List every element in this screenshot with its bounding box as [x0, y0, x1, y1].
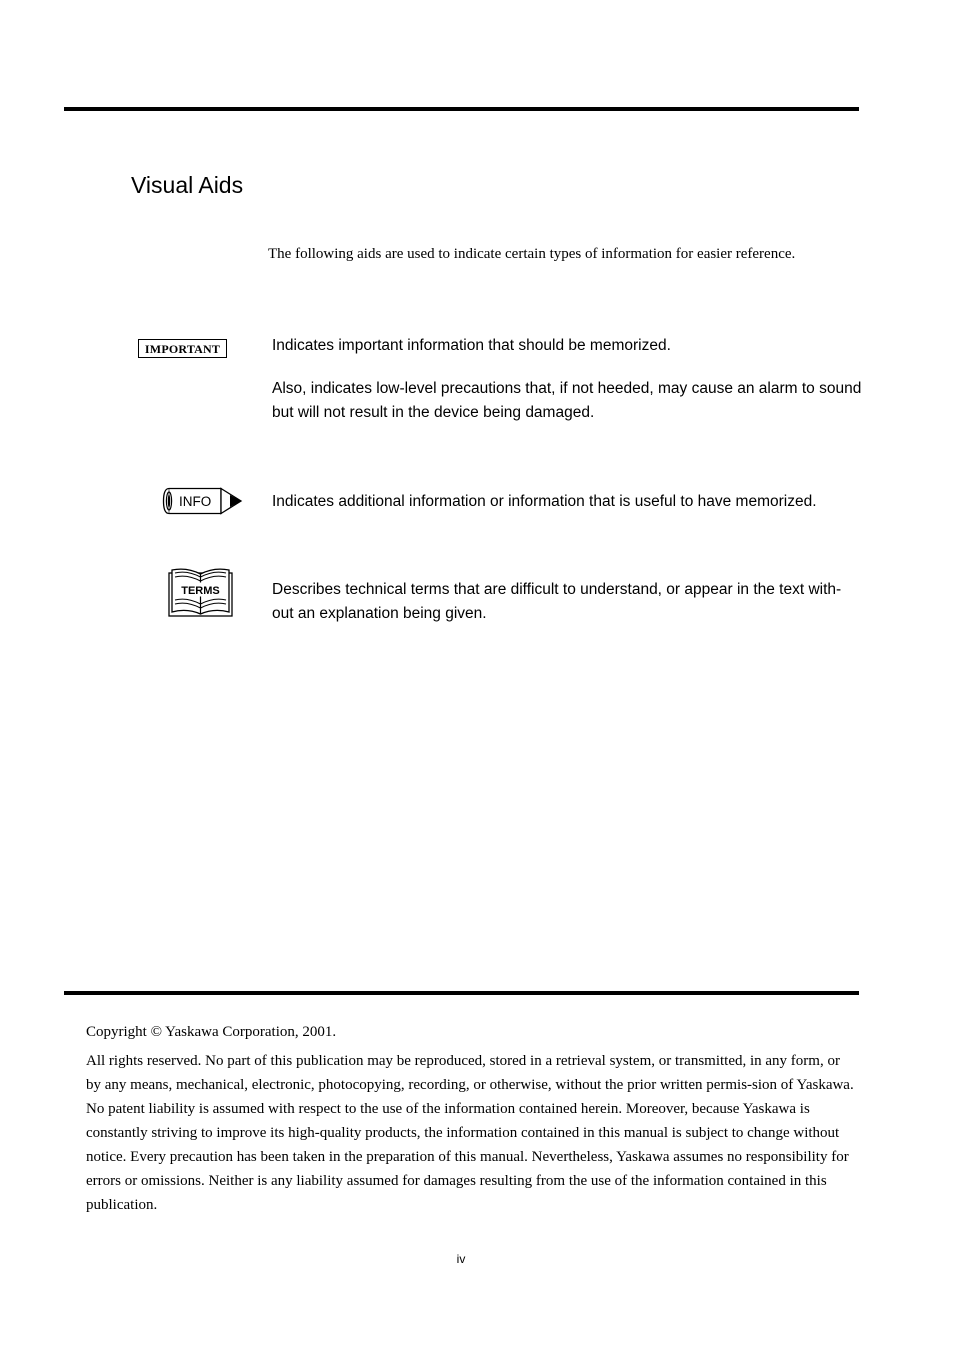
info-text: Indicates additional information or information that is useful to have memorized.: [272, 493, 817, 510]
top-rule: [64, 107, 859, 111]
info-arrow-icon: [162, 487, 244, 520]
terms-description: [272, 578, 862, 626]
info-description: [272, 490, 862, 514]
copyright-line: Copyright © Yaskawa Corporation, 2001.: [86, 1024, 337, 1040]
open-book-icon: [168, 568, 234, 623]
copyright-block: [86, 1020, 858, 1217]
terms-text: Describes technical terms that are difficult to understand, or appear in the text with-out an explanation being given.: [272, 581, 842, 622]
page-number: iv: [456, 1252, 466, 1266]
bottom-rule: [64, 991, 859, 995]
important-label-icon: IMPORTANT: [138, 339, 227, 358]
important-description: [272, 334, 862, 425]
important-text-1: Indicates important information that should be memorized.: [272, 337, 671, 354]
terms-label: TERMS: [181, 585, 220, 597]
section-title: Visual Aids: [131, 172, 244, 198]
important-text-2: Also, indicates low-level precautions that, if not heeded, may cause an alarm to sound but will not result in the device being damaged.: [272, 380, 862, 421]
info-label: INFO: [179, 494, 212, 509]
copyright-body: All rights reserved. No part of this publication may be reproduced, stored in a retrieval system, or transmitted, in any form, or by any means, mechanical, electronic, photocopying, recording, or otherwise, without the prior written permis-sion of Yaskawa. No patent liability is assumed with respect to the use of the information contained herein. Moreover, because Yaskawa is constantly striving to improve its high-quality products, the information contained in this manual is subject to change without notice. Every precaution has been taken in the preparation of this manual. Nevertheless, Yaskawa assumes no responsibility for errors or omissions. Neither is any liability assumed for damages resulting from the use of the information contained in this publication.: [86, 1053, 854, 1213]
section-intro: The following aids are used to indicate certain types of information for easier reference.: [268, 246, 796, 262]
